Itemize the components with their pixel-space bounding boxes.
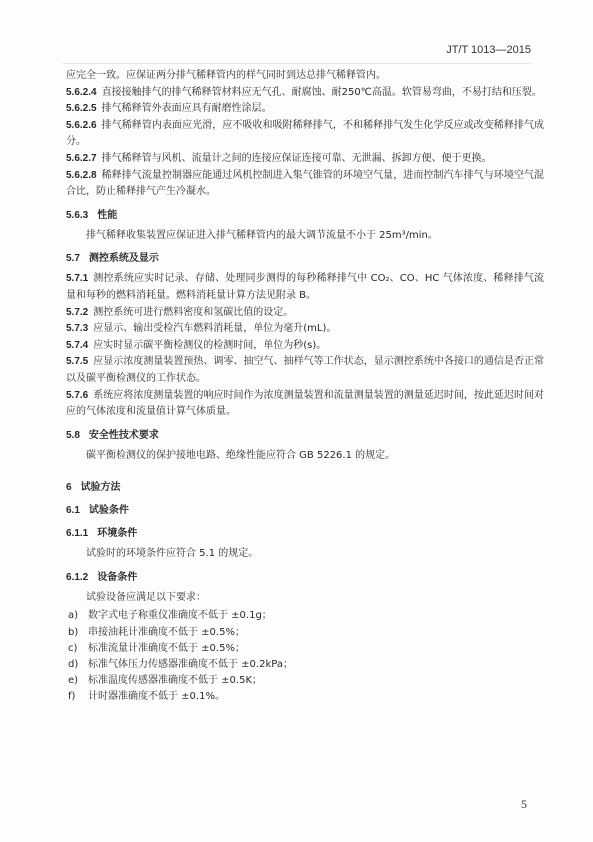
list-marker: e): [68, 675, 79, 687]
list-item-text: 标准温度传感器准确度不低于 ±0.5K；: [88, 675, 263, 687]
clause-number: 5.7.2: [66, 306, 89, 318]
list-item-text: 计时器准确度不低于 ±0.1%。: [88, 691, 225, 703]
section-title: 测控系统及显示: [88, 253, 159, 265]
clause-paragraph: [66, 338, 544, 355]
section-heading: [66, 503, 544, 519]
clause-paragraph: [66, 118, 544, 151]
clause-text: 应显示、输出受检汽车燃料消耗量，单位为毫升(mL)。: [93, 323, 337, 335]
clause-text: 应完全一致。应保证两分排气稀释管内的样气同时到达总排气稀释管内。: [66, 70, 386, 81]
clause-text: 测控系统可进行燃料密度和氢碳比值的设定。: [93, 306, 294, 318]
section-title: 环境条件: [97, 528, 138, 540]
clause-text: 应显示浓度测量装置预热、调零、抽空气、抽样气等工作状态，显示测控系统中各接口的通信是否正常以及碳平衡检测仪的工作状态。: [66, 356, 544, 384]
clause-text: 排气稀释管与风机、流量计之间的连接应保证连接可靠、无泄漏、拆卸方便、便于更换。: [101, 152, 492, 164]
section-number: 6.1.1: [66, 528, 89, 540]
clause-paragraph: [66, 101, 544, 118]
clause-paragraph: [66, 151, 544, 168]
section-title: 试验方法: [80, 482, 121, 494]
list-item: [66, 641, 544, 657]
clause-number: 5.6.2.5: [66, 103, 97, 115]
clause-paragraph: [66, 271, 544, 304]
body-paragraph: 排气稀释收集装置应保证进入排气稀释管内的最大调节流量不小于 25m³/min。: [86, 229, 438, 241]
body-paragraph: 碳平衡检测仪的保护接地电路、绝缘性能应符合 GB 5226.1 的规定。: [86, 449, 396, 461]
section-heading: [66, 208, 544, 224]
section-heading: [66, 526, 544, 542]
list-item-text: 串接油耗计准确度不低于 ±0.5%；: [88, 626, 245, 638]
section-heading: [66, 428, 544, 444]
header-rule: [62, 63, 531, 64]
clause-paragraph: [66, 68, 544, 85]
list-marker: d): [68, 659, 79, 671]
clause-paragraph: [66, 321, 544, 338]
clause-number: 5.7.5: [66, 356, 89, 368]
list-item: [66, 657, 544, 673]
clause-text: 应实时显示碳平衡检测仪的检测时间，单位为秒(s)。: [93, 339, 327, 351]
clause-text: 排气稀释管外表面应具有耐磨性涂层。: [101, 103, 272, 115]
section-number: 5.8: [66, 429, 80, 441]
section-title: 安全性技术要求: [88, 429, 159, 441]
section-number: 6.1: [66, 505, 80, 517]
clause-text: 测控系统应实时记录、存储、处理同步测得的每秒稀释排气中 CO₂、CO、HC 气体浓度、稀释排气流量和每秒的燃料消耗量。燃料消耗量计算方法见附录 B。: [66, 273, 544, 301]
list-item-text: 数字式电子称重仪准确度不低于 ±0.1g；: [88, 610, 272, 622]
list-marker: a): [68, 610, 79, 622]
document-body: [66, 68, 544, 706]
body-paragraph: 试验时的环境条件应符合 5.1 的规定。: [86, 548, 259, 560]
clause-text: 稀释排气流量控制器应能通过风机控制进入集气锥管的环境空气量，进而控制汽车排气与环境空气混合比，防止稀释排气产生冷凝水。: [66, 169, 544, 198]
standard-code-header: JT/T 1013—2015: [446, 44, 531, 56]
clause-number: 5.7.4: [66, 339, 89, 351]
section-heading: [66, 480, 544, 496]
clause-paragraph: [66, 168, 544, 201]
clause-number: 5.6.2.8: [66, 169, 97, 181]
clause-paragraph: [66, 85, 544, 102]
clause-number: 5.7.6: [66, 389, 89, 401]
clause-number: 5.6.2.7: [66, 152, 97, 164]
section-title: 设备条件: [97, 571, 138, 583]
section-heading: [66, 570, 544, 586]
section-heading: [66, 251, 544, 267]
body-paragraph: 试验设备应满足以下要求：: [86, 591, 206, 603]
clause-number: 5.7.3: [66, 323, 89, 335]
section-number: 6: [66, 482, 72, 494]
list-item: [66, 608, 544, 624]
list-item-text: 标准气体压力传感器准确度不低于 ±0.2kPa；: [88, 659, 293, 671]
clause-number: 5.6.2.6: [66, 119, 97, 131]
clause-text: 系统应将浓度测量装置的响应时间作为浓度测量装置和流量测量装置的测量延迟时间，按此延迟时间对应的气体浓度和流量值计算气体质量。: [66, 389, 544, 418]
clause-paragraph: [66, 354, 544, 387]
clause-number: 5.7.1: [66, 273, 89, 285]
list-item: [66, 689, 544, 705]
page-number: 5: [521, 797, 527, 811]
section-number: 5.7: [66, 253, 80, 265]
section-number: 6.1.2: [66, 571, 89, 583]
list-marker: b): [68, 626, 79, 638]
section-title: 试验条件: [88, 505, 129, 517]
section-title: 性能: [97, 209, 118, 221]
list-item-text: 标准流量计准确度不低于 ±0.5%；: [88, 642, 245, 654]
clause-text: 直接接触排气的排气稀释管材料应无气孔、耐腐蚀、耐250℃高温。软管易弯曲，不易打结和压裂。: [101, 86, 542, 98]
list-marker: c): [68, 642, 78, 654]
list-item: [66, 625, 544, 641]
section-number: 5.6.3: [66, 209, 89, 221]
clause-paragraph: [66, 388, 544, 421]
list-marker: f): [68, 691, 76, 703]
clause-paragraph: [66, 305, 544, 322]
clause-number: 5.6.2.4: [66, 86, 97, 98]
list-item: [66, 673, 544, 689]
clause-text: 排气稀释管内表面应光滑，应不吸收和吸附稀释排气，不和稀释排气发生化学反应或改变稀释排气成分。: [66, 119, 544, 148]
